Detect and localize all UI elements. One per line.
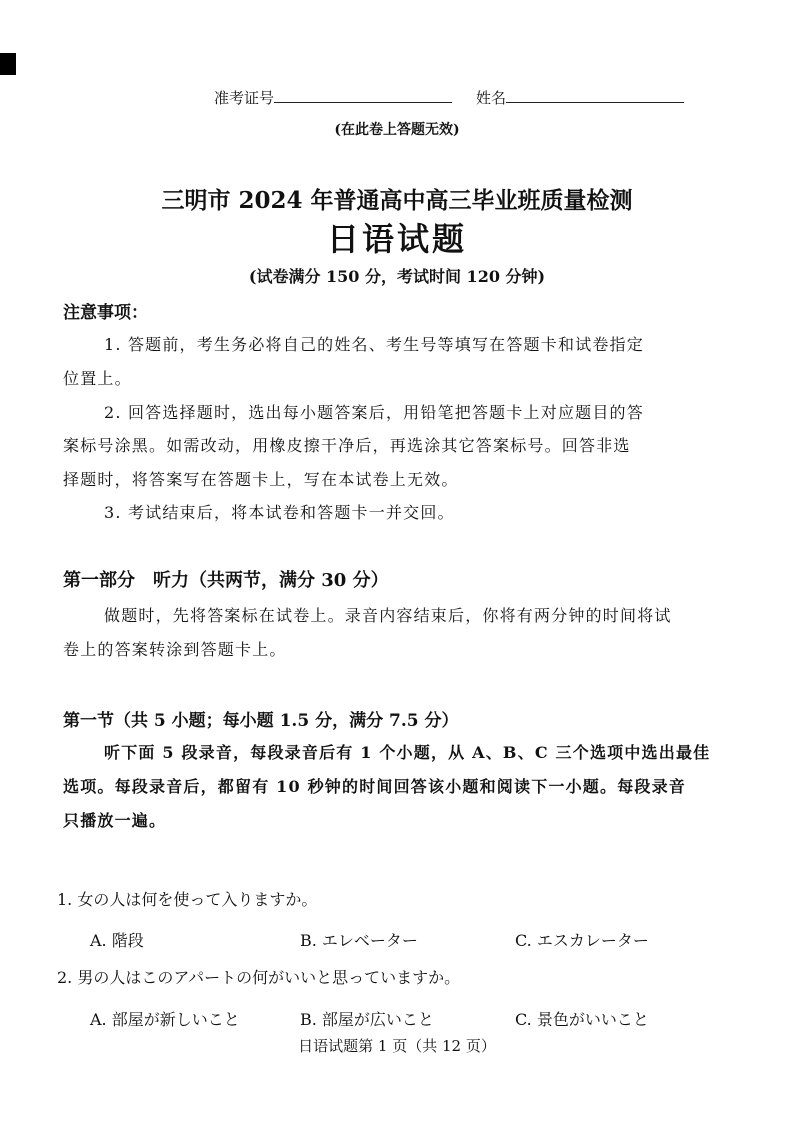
header-note: (在此卷上答题无效)	[334, 122, 460, 138]
notice-heading: 注意事项：	[63, 303, 148, 323]
question-2-option-c: C. 景色がいいこと	[515, 1010, 649, 1029]
notice-item-2-cont-1: 案标号涂黑。如需改动，用橡皮擦干净后，再选涂其它答案标号。回答非选	[63, 436, 631, 455]
exam-title: 三明市 2024 年普通高中高三毕业班质量检测	[161, 187, 633, 214]
question-2-option-a: A. 部屋が新しいこと	[90, 1010, 240, 1029]
exam-id-field	[214, 86, 452, 108]
question-1-option-a: A. 階段	[90, 931, 144, 950]
page-footer: 日语试题第 1 页（共 12 页）	[298, 1037, 496, 1055]
section1-desc: 听下面 5 段录音，每段录音后有 1 个小题，从 A、B、C 三个选项中选出最佳	[104, 743, 711, 762]
section1-desc-cont-1: 选项。每段录音后，都留有 10 秒钟的时间回答该小题和阅读下一小题。每段录音	[63, 777, 687, 796]
notice-item-2-cont-2: 择题时，将答案写在答题卡上，写在本试卷上无效。	[63, 470, 459, 489]
subject-title: 日语试题	[326, 220, 467, 258]
scan-corner-mark	[0, 53, 16, 75]
question-1: 1. 女の人は何を使って入りますか。	[57, 890, 318, 909]
question-1-option-b: B. エレベーター	[300, 931, 418, 950]
exam-info: (试卷满分 150 分，考试时间 120 分钟)	[248, 267, 546, 286]
exam-id-label: 准考证号	[214, 89, 275, 107]
part1-heading: 第一部分 听力（共两节，满分 30 分）	[63, 570, 389, 591]
question-2: 2. 男の人はこのアパートの何がいいと思っていますか。	[57, 968, 461, 987]
section1-heading: 第一节（共 5 小题；每小题 1.5 分，满分 7.5 分）	[63, 711, 459, 731]
part1-desc-cont: 卷上的答案转涂到答题卡上。	[63, 640, 287, 659]
notice-item-1: 1. 答题前，考生务必将自己的姓名、考生号等填写在答题卡和试卷指定	[104, 335, 644, 354]
name-blank[interactable]	[506, 86, 684, 103]
question-2-option-b: B. 部屋が広いこと	[300, 1010, 434, 1029]
exam-id-blank[interactable]	[274, 86, 452, 103]
name-field	[476, 86, 684, 108]
question-1-option-c: C. エスカレーター	[515, 931, 649, 950]
part1-desc: 做题时，先将答案标在试卷上。录音内容结束后，你将有两分钟的时间将试	[104, 606, 672, 625]
name-label: 姓名	[476, 89, 507, 107]
section1-desc-cont-2: 只播放一遍。	[63, 811, 167, 830]
notice-item-2: 2. 回答选择题时，选出每小题答案后，用铅笔把答题卡上对应题目的答	[104, 403, 644, 422]
notice-item-1-cont: 位置上。	[63, 369, 132, 388]
notice-item-3: 3. 考试结束后，将本试卷和答题卡一并交回。	[104, 503, 455, 522]
